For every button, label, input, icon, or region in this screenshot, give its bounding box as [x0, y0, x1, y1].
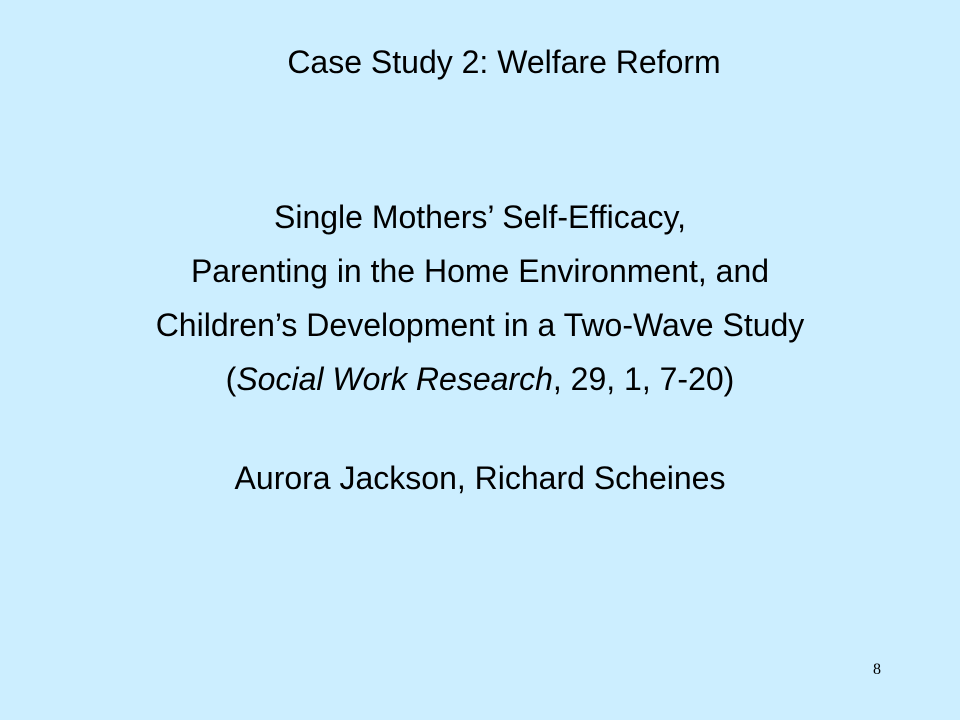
- authors: Aurora Jackson, Richard Scheines: [234, 460, 726, 496]
- page-number: 8: [873, 661, 881, 678]
- paper-title-line-1: Single Mothers’ Self-Efficacy,: [273, 199, 686, 235]
- citation-details: , 29, 1, 7-20): [552, 361, 735, 397]
- journal-name: Social Work Research: [236, 361, 553, 397]
- slide-title: Case Study 2: Welfare Reform: [287, 44, 721, 80]
- paper-title-block: [0, 190, 960, 406]
- citation-open: (: [225, 361, 237, 397]
- paper-title-line-2: Parenting in the Home Environment, and: [190, 253, 770, 289]
- citation-line: [0, 352, 960, 406]
- paper-title-line-3: Children’s Development in a Two-Wave Study: [155, 307, 805, 343]
